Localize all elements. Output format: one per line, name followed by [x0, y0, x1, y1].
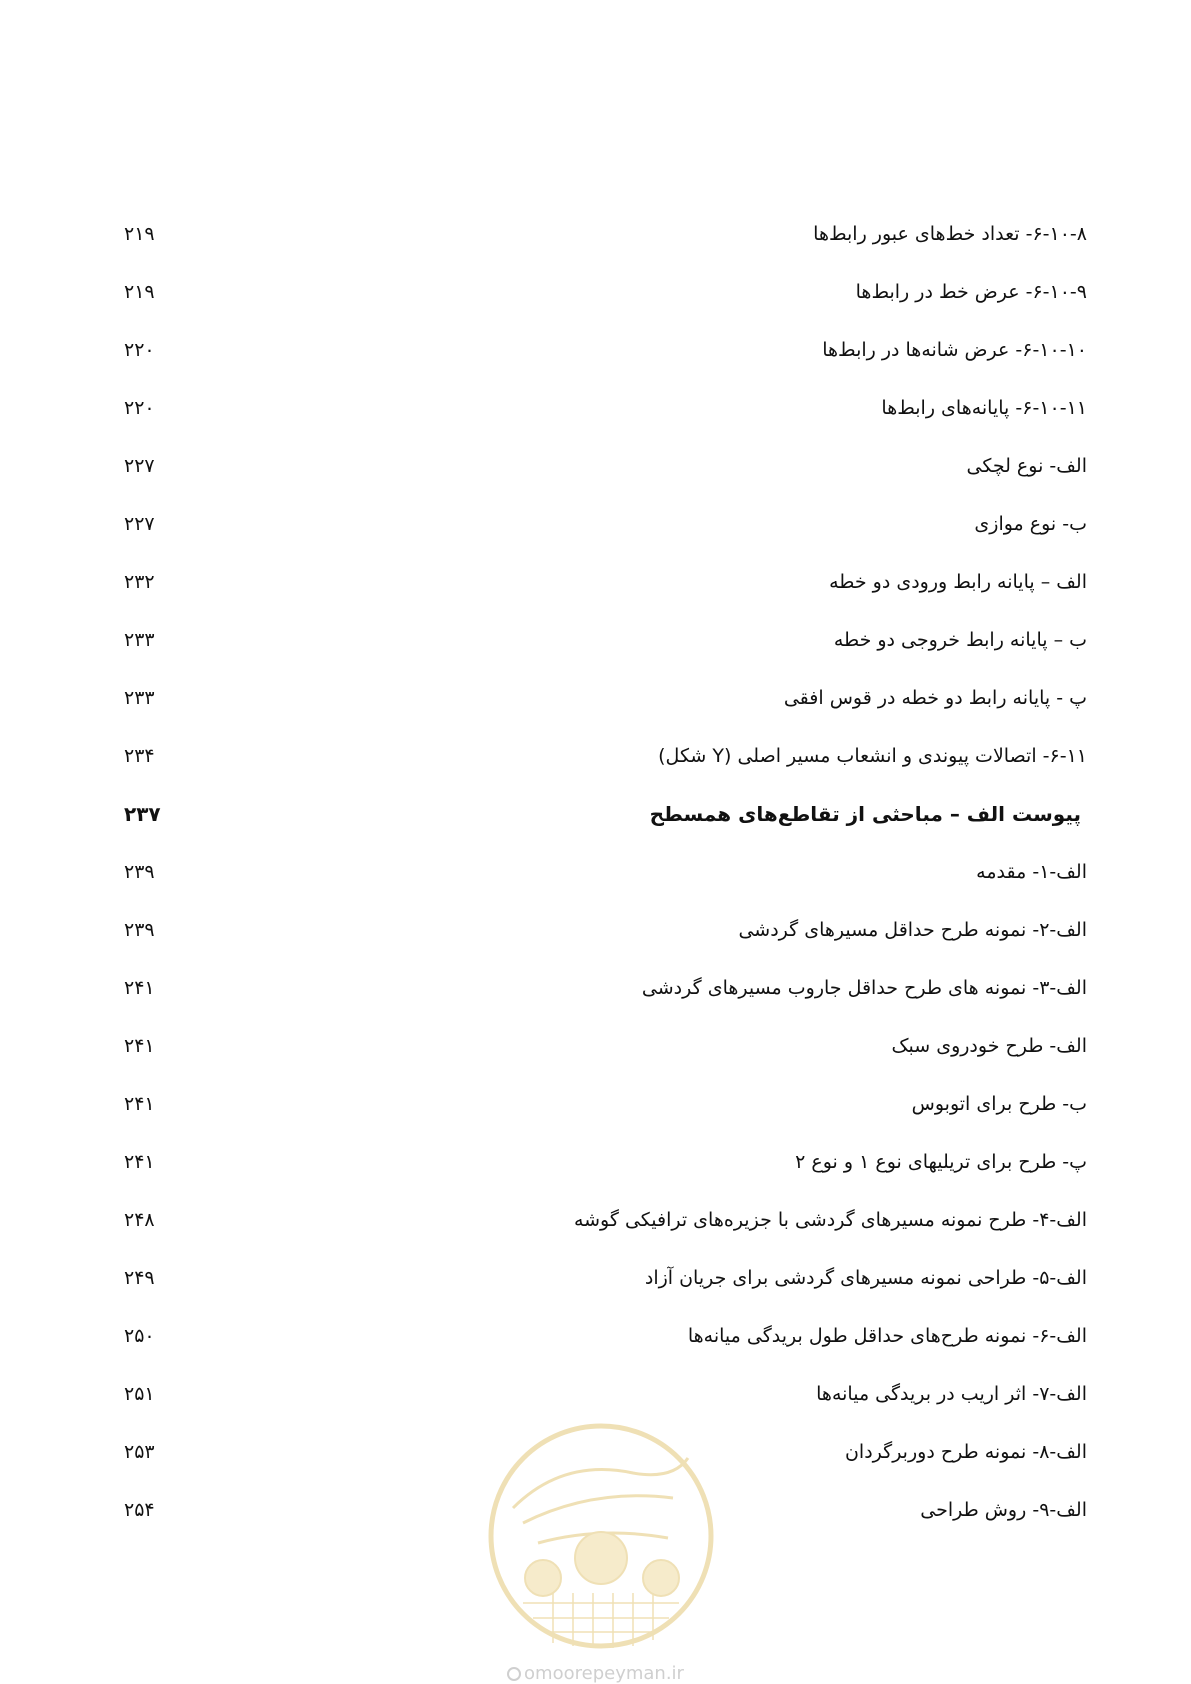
- toc-entry-title: الف-۱- مقدمه: [976, 861, 1087, 883]
- toc-entry-title: الف-۳- نمونه های طرح حداقل جاروب مسیرهای گردشی: [641, 977, 1087, 999]
- toc-entry: [0, 1026, 1191, 1066]
- toc-entry-page: ۲۴۱: [124, 977, 155, 999]
- toc-entry: [0, 968, 1191, 1008]
- toc-entry-title: پ - پایانه رابط دو خطه در قوس افقی: [783, 687, 1087, 709]
- watermark-site: omoorepeyman.ir: [0, 1664, 1191, 1684]
- toc-entry-title: الف-۷- اثر اریب در بریدگی میانه‌ها: [816, 1383, 1087, 1405]
- toc-entry: [0, 620, 1191, 660]
- toc-entry-page: ۲۳۹: [124, 919, 155, 941]
- toc-entry-title: ۶-۱۰-۹- عرض خط در رابط‌ها: [855, 281, 1087, 303]
- toc-entry: [0, 1374, 1191, 1414]
- toc-entry: [0, 1142, 1191, 1182]
- toc-entry-title: الف-۵- طراحی نمونه مسیرهای گردشی برای جریان آزاد: [644, 1267, 1087, 1289]
- toc-entry-page: ۲۵۱: [124, 1383, 155, 1405]
- toc-entry-page: ۲۱۹: [124, 223, 155, 245]
- toc-entry-page: ۲۴۱: [124, 1035, 155, 1057]
- toc-entry-title: الف-۴- طرح نمونه مسیرهای گردشی با جزیره‌های ترافیکی گوشه: [573, 1209, 1087, 1231]
- toc-entry: [0, 388, 1191, 428]
- toc-entry: [0, 852, 1191, 892]
- toc-entry-title: الف-۸- نمونه طرح دوربرگردان: [844, 1441, 1087, 1463]
- toc-entry-title: ۶-۱۱- اتصالات پیوندی و انشعاب مسیر اصلی (Y شکل): [658, 745, 1087, 767]
- toc-entry-page: ۲۲۷: [124, 455, 155, 477]
- toc-entry-title: ۶-۱۰-۸- تعداد خط‌های عبور رابط‌ها: [813, 223, 1087, 245]
- toc-entry-title: الف-۲- نمونه طرح حداقل مسیرهای گردشی: [738, 919, 1087, 941]
- toc-entry-page: ۲۲۰: [124, 397, 155, 419]
- toc-entry-page: ۲۲۷: [124, 513, 155, 535]
- toc-entry-title: الف-۹- روش طراحی: [920, 1499, 1087, 1521]
- toc-entry-title: ب – پایانه رابط خروجی دو خطه: [833, 629, 1087, 651]
- toc-entry-title: ب- نوع موازی: [974, 513, 1087, 535]
- toc-section-page: ۲۳۷: [124, 802, 161, 826]
- globe-icon: [507, 1667, 521, 1681]
- toc-entry: [0, 1258, 1191, 1298]
- toc-entry-title: پ- طرح برای تریلیهای نوع ۱ و نوع ۲: [795, 1151, 1087, 1173]
- toc-entry-title: الف – پایانه رابط ورودی دو خطه: [829, 571, 1087, 593]
- toc-entry-page: ۲۵۰: [124, 1325, 155, 1347]
- toc-entry: [0, 330, 1191, 370]
- toc-entry-page: ۲۴۱: [124, 1151, 155, 1173]
- toc-entry-page: ۲۳۲: [124, 571, 155, 593]
- watermark-logo: [483, 1418, 719, 1654]
- toc-entry-page: ۲۱۹: [124, 281, 155, 303]
- toc-entry-page: ۲۳۳: [124, 629, 155, 651]
- toc-entry-page: ۲۳۹: [124, 861, 155, 883]
- toc-entry: [0, 562, 1191, 602]
- toc-section-title: پیوست الف – مباحثی از تقاطع‌های همسطح: [649, 802, 1081, 826]
- toc-entry-title: الف- طرح خودروی سبک: [891, 1035, 1087, 1057]
- toc-section-heading: [0, 794, 1191, 834]
- toc-entry-title: ب- طرح برای اتوبوس: [911, 1093, 1087, 1115]
- toc-entry-title: ۶-۱۰-۱۰- عرض شانه‌ها در رابط‌ها: [822, 339, 1087, 361]
- toc-entry-page: ۲۲۰: [124, 339, 155, 361]
- toc-entry-page: ۲۴۱: [124, 1093, 155, 1115]
- toc-entry: [0, 678, 1191, 718]
- toc-entry-title: الف-۶- نمونه طرح‌های حداقل طول بریدگی میانه‌ها: [687, 1325, 1087, 1347]
- toc-entry-title: الف- نوع لچکی: [966, 455, 1087, 477]
- toc-entry: [0, 1084, 1191, 1124]
- toc-entry: [0, 910, 1191, 950]
- toc-entry-page: ۲۴۸: [124, 1209, 155, 1231]
- toc-entry: [0, 1316, 1191, 1356]
- toc-entry: [0, 446, 1191, 486]
- toc-entry: [0, 736, 1191, 776]
- toc-entry: [0, 504, 1191, 544]
- toc-entry-page: ۲۵۴: [124, 1499, 155, 1521]
- toc-entry: [0, 1200, 1191, 1240]
- toc-entry-page: ۲۳۴: [124, 745, 155, 767]
- toc-entry: [0, 272, 1191, 312]
- toc-entry-title: ۶-۱۰-۱۱- پایانه‌های رابط‌ها: [881, 397, 1087, 419]
- toc-entry-page: ۲۴۹: [124, 1267, 155, 1289]
- toc-entry-page: ۲۵۳: [124, 1441, 155, 1463]
- toc-entry-page: ۲۳۳: [124, 687, 155, 709]
- toc-entry: [0, 214, 1191, 254]
